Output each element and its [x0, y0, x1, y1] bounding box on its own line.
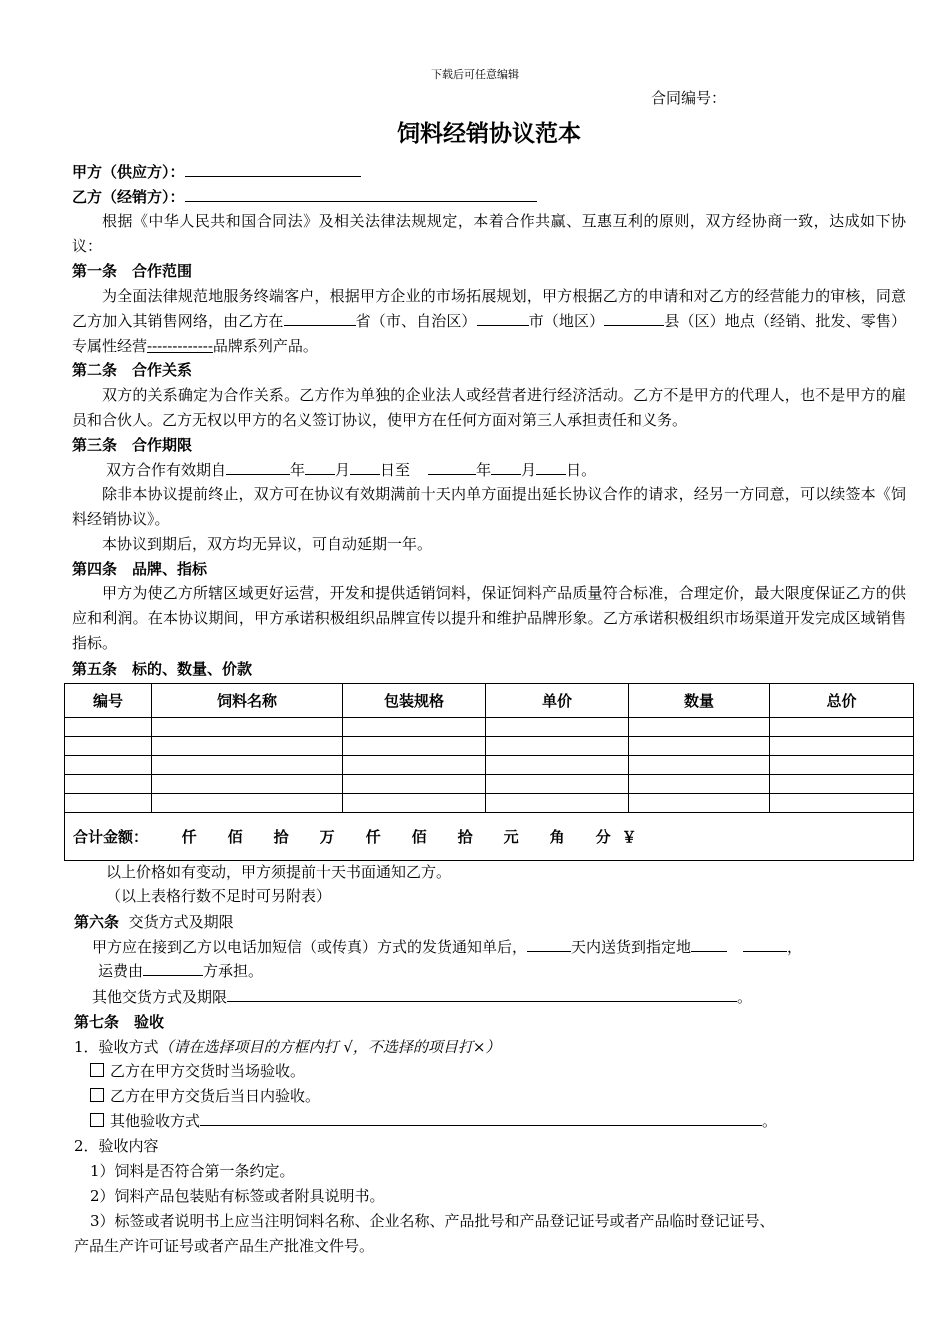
option-3-end: 。 [762, 1112, 778, 1130]
content-item-3b: 产品生产许可证号或者产品生产批准文件号。 [74, 1237, 375, 1255]
freight-party-blank[interactable] [143, 959, 203, 976]
col-feed-name: 饲料名称 [152, 684, 343, 718]
section-3-heading: 第三条 合作期限 [72, 436, 193, 454]
unit-thousand: 仟 [181, 828, 197, 846]
total-amount-cell[interactable] [65, 813, 914, 861]
brand-blank[interactable]: ------------- [147, 337, 213, 355]
table-row[interactable] [65, 756, 914, 775]
option-2-label: 乙方在甲方交货后当日内验收。 [110, 1087, 321, 1105]
freight-line [98, 959, 263, 983]
month-label: 月 [335, 461, 351, 479]
col-number: 编号 [65, 684, 152, 718]
section-6-number: 第六条 [74, 913, 120, 931]
table-row[interactable] [65, 718, 914, 737]
option-1-label: 乙方在甲方交货时当场验收。 [110, 1062, 306, 1080]
price-change-note: 以上价格如有变动，甲方须提前十天书面通知乙方。 [106, 863, 452, 881]
option-3-checkbox[interactable] [90, 1113, 104, 1127]
option-3 [90, 1109, 777, 1133]
day-to-label: 日至 [380, 461, 411, 479]
party-b-blank[interactable] [185, 186, 537, 202]
option-2 [90, 1084, 320, 1108]
unit-ten-2: 拾 [457, 828, 473, 846]
end-month-blank[interactable] [491, 458, 521, 475]
end-year-blank[interactable] [428, 458, 476, 475]
freight-text-a: 运费由 [98, 962, 144, 980]
delivery-place-blank[interactable] [691, 935, 727, 952]
other-delivery-label: 其他交货方式及期限 [92, 988, 228, 1006]
delivery-text-a: 甲方应在接到乙方以电话加短信（或传真）方式的发货通知单后， [92, 938, 528, 956]
unit-hundred-2: 佰 [411, 828, 427, 846]
delivery-comma: ， [787, 938, 803, 956]
unit-thousand-2: 仟 [365, 828, 381, 846]
table-row[interactable] [65, 737, 914, 756]
party-b-line [72, 185, 537, 209]
section-6-heading [74, 910, 234, 934]
delivery-line [92, 935, 802, 959]
unit-fen: 分 [595, 828, 611, 846]
province-label: 省（市、自治区） [355, 312, 477, 330]
section-6-title: 交货方式及期限 [128, 913, 234, 931]
unit-yuan: 元 [503, 828, 519, 846]
unit-ten: 拾 [273, 828, 289, 846]
section-5-heading: 第五条 标的、数量、价款 [72, 660, 253, 678]
delivery-days-blank[interactable] [527, 935, 571, 952]
brand-label: 品牌系列产品。 [212, 337, 318, 355]
col-package: 包装规格 [343, 684, 486, 718]
term-prefix: 双方合作有效期自 [106, 461, 227, 479]
section-4-paragraph: 甲方为使乙方所辖区域更好运营，开发和提供适销饲料，保证饲料产品质量符合标准，合理定价，最大限度保证乙方的供应和利润。在本协议期间，甲方承诺积极组织品牌宣传以提升和维护品牌形象。乙方承诺积极组织市场渠道开发完成区域销售指标。 [72, 584, 906, 652]
city-label: 市（地区） [528, 312, 605, 330]
col-unit-price: 单价 [486, 684, 629, 718]
content-item-1: 1）饲料是否符合第一条约定。 [90, 1162, 295, 1180]
section-4-heading: 第四条 品牌、指标 [72, 560, 208, 578]
end-day-blank[interactable] [536, 458, 566, 475]
year-label: 年 [290, 461, 306, 479]
section-1-paragraph [72, 284, 906, 359]
section-2-heading: 第二条 合作关系 [72, 361, 193, 379]
freight-text-b: 方承担。 [203, 962, 264, 980]
delivery-place-blank-2[interactable] [743, 935, 787, 952]
price-table [64, 683, 914, 861]
section-2-paragraph: 双方的关系确定为合作关系。乙方作为单独的企业法人或经营者进行经济活动。乙方不是甲方的代理人，也不是甲方的雇员和合伙人。乙方无权以甲方的名义签订协议，使甲方在任何方面对第三人承担责任和义务。 [72, 386, 906, 429]
yuan-symbol: ￥ [621, 828, 637, 846]
table-extra-note: （以上表格行数不足时可另附表） [106, 887, 332, 905]
option-1-checkbox[interactable] [90, 1063, 104, 1077]
county-blank[interactable] [604, 309, 664, 326]
other-delivery-line [92, 985, 752, 1009]
acceptance-method-note: （请在选择项目的方框内打 √，不选择的项目打×） [158, 1038, 501, 1056]
acceptance-method [74, 1035, 500, 1059]
city-blank[interactable] [477, 309, 529, 326]
end-year-label: 年 [476, 461, 492, 479]
total-row [65, 813, 914, 861]
section-1-text: 为全面法律规范地服务终端客户，根据甲方企业的市场拓展规划，甲方根据乙方的申请和对乙方的经营能力的审核，同意乙方加入其销售网络，由乙方在 [72, 287, 906, 330]
contract-number-label: 合同编号： [651, 89, 727, 107]
header-note: 下载后可任意编辑 [431, 68, 519, 81]
option-3-blank[interactable] [200, 1109, 762, 1126]
content-item-3a: 3）标签或者说明书上应当注明饲料名称、企业名称、产品批号和产品登记证号或者产品临时登记证号、 [90, 1212, 775, 1230]
unit-hundred: 佰 [227, 828, 243, 846]
party-a-label: 甲方（供应方）： [72, 163, 185, 181]
party-b-label: 乙方（经销方）： [72, 188, 185, 206]
delivery-text-b: 天内送货到指定地 [571, 938, 692, 956]
document-title: 饲料经销协议范本 [397, 121, 581, 147]
col-total: 总价 [770, 684, 914, 718]
section-3-renewal: 除非本协议提前终止，双方可在协议有效期满前十天内单方面提出延长协议合作的请求，经另一方同意，可以续签本《饲料经销协议》。 [72, 485, 906, 528]
total-label: 合计金额： [73, 828, 149, 846]
content-item-2: 2）饲料产品包装贴有标签或者附具说明书。 [90, 1187, 385, 1205]
section-1-heading: 第一条 合作范围 [72, 262, 193, 280]
section-1-tail: 地点（经销、批发、零售）专属性经营 [72, 312, 906, 355]
table-header-row [65, 684, 914, 718]
acceptance-method-label: 1．验收方式 [74, 1038, 159, 1056]
party-a-blank[interactable] [185, 161, 361, 177]
section-7-heading: 第七条 验收 [74, 1013, 165, 1031]
option-1 [90, 1059, 305, 1083]
section-3-extension: 本协议到期后，双方均无异议，可自动延期一年。 [102, 535, 433, 553]
col-quantity: 数量 [629, 684, 770, 718]
table-row[interactable] [65, 794, 914, 813]
county-label: 县（区） [664, 312, 725, 330]
table-row[interactable] [65, 775, 914, 794]
intro-paragraph: 根据《中华人民共和国合同法》及相关法律法规规定，本着合作共赢、互惠互利的原则，双方经协商一致，达成如下协议： [72, 212, 906, 255]
other-delivery-end: 。 [737, 988, 753, 1006]
option-2-checkbox[interactable] [90, 1088, 104, 1102]
term-line [106, 458, 596, 482]
start-day-blank[interactable] [350, 458, 380, 475]
start-month-blank[interactable] [305, 458, 335, 475]
end-day-label: 日。 [566, 461, 597, 479]
province-blank[interactable] [284, 309, 356, 326]
party-a-line [72, 160, 361, 184]
unit-jiao: 角 [549, 828, 565, 846]
acceptance-content-label: 2．验收内容 [74, 1137, 159, 1155]
end-month-label: 月 [521, 461, 537, 479]
option-3-label: 其他验收方式 [110, 1112, 201, 1130]
start-year-blank[interactable] [226, 458, 290, 475]
other-delivery-blank[interactable] [227, 985, 737, 1002]
unit-ten-thousand: 万 [319, 828, 335, 846]
